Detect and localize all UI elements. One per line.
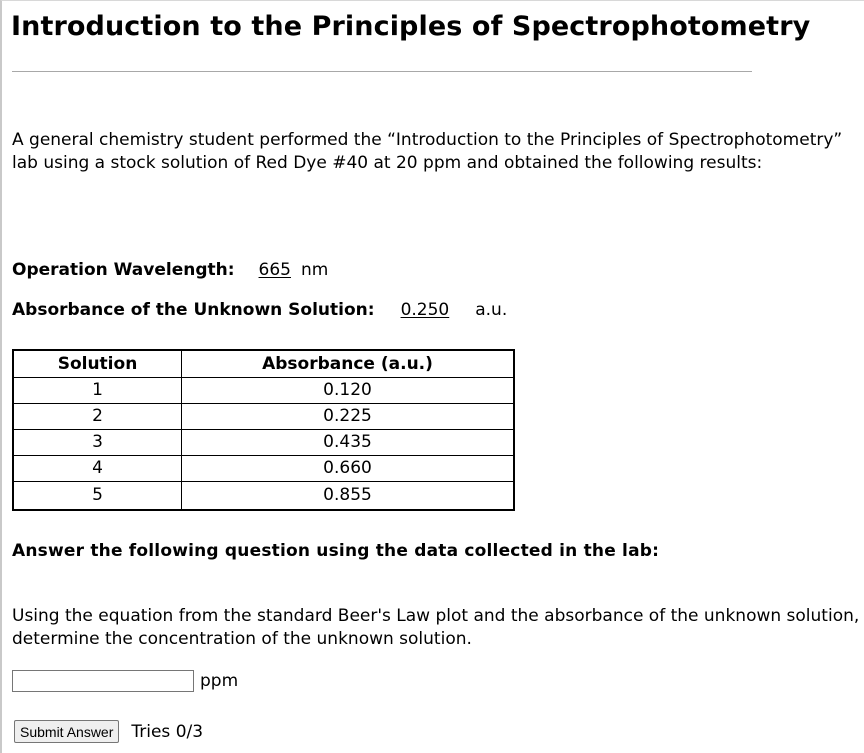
intro-paragraph: A general chemistry student performed the “Introduction to the Principles of Spectrophotometry” lab using a stock solution of Red Dye #40 at 20 ppm and obtained the following results: bbox=[12, 130, 843, 173]
solution-cell: 4 bbox=[13, 456, 182, 482]
submit-answer-button[interactable]: Submit Answer bbox=[14, 720, 119, 743]
unknown-absorbance-line bbox=[12, 299, 507, 321]
unknown-absorbance-value: 0.250 bbox=[400, 300, 450, 320]
answer-input[interactable] bbox=[12, 670, 194, 692]
solution-cell: 1 bbox=[13, 378, 182, 404]
solution-cell: 5 bbox=[13, 482, 182, 511]
table-row bbox=[13, 378, 514, 404]
solution-cell: 2 bbox=[13, 404, 182, 430]
table-row bbox=[13, 430, 514, 456]
instruction-heading: Answer the following question using the data collected in the lab: bbox=[12, 541, 660, 561]
wavelength-unit: nm bbox=[301, 260, 329, 280]
absorbance-cell: 0.120 bbox=[182, 378, 515, 404]
wavelength-label: Operation Wavelength: bbox=[12, 260, 235, 280]
absorbance-cell: 0.660 bbox=[182, 456, 515, 482]
tries-counter: Tries 0/3 bbox=[131, 721, 204, 742]
solution-cell: 3 bbox=[13, 430, 182, 456]
unknown-absorbance-label: Absorbance of the Unknown Solution: bbox=[12, 300, 375, 320]
question-text: Using the equation from the standard Beer's Law plot and the absorbance of the unknown solution, determine the concentration of the unknown solution. bbox=[12, 606, 860, 649]
absorbance-cell: 0.855 bbox=[182, 482, 515, 511]
table-header-row bbox=[13, 350, 514, 378]
table-row bbox=[13, 482, 514, 511]
wavelength-line bbox=[12, 259, 328, 281]
answer-row bbox=[12, 669, 238, 693]
table-row bbox=[13, 404, 514, 430]
absorbance-cell: 0.225 bbox=[182, 404, 515, 430]
title-divider bbox=[12, 71, 752, 72]
header-absorbance: Absorbance (a.u.) bbox=[182, 350, 515, 378]
absorbance-cell: 0.435 bbox=[182, 430, 515, 456]
answer-unit: ppm bbox=[200, 671, 239, 691]
page-title: Introduction to the Principles of Spectrophotometry bbox=[11, 11, 811, 42]
unknown-absorbance-unit: a.u. bbox=[475, 300, 508, 320]
table-row bbox=[13, 456, 514, 482]
header-solution: Solution bbox=[13, 350, 182, 378]
wavelength-value: 665 bbox=[258, 260, 291, 280]
submit-row bbox=[14, 720, 203, 743]
absorbance-table bbox=[12, 349, 515, 511]
